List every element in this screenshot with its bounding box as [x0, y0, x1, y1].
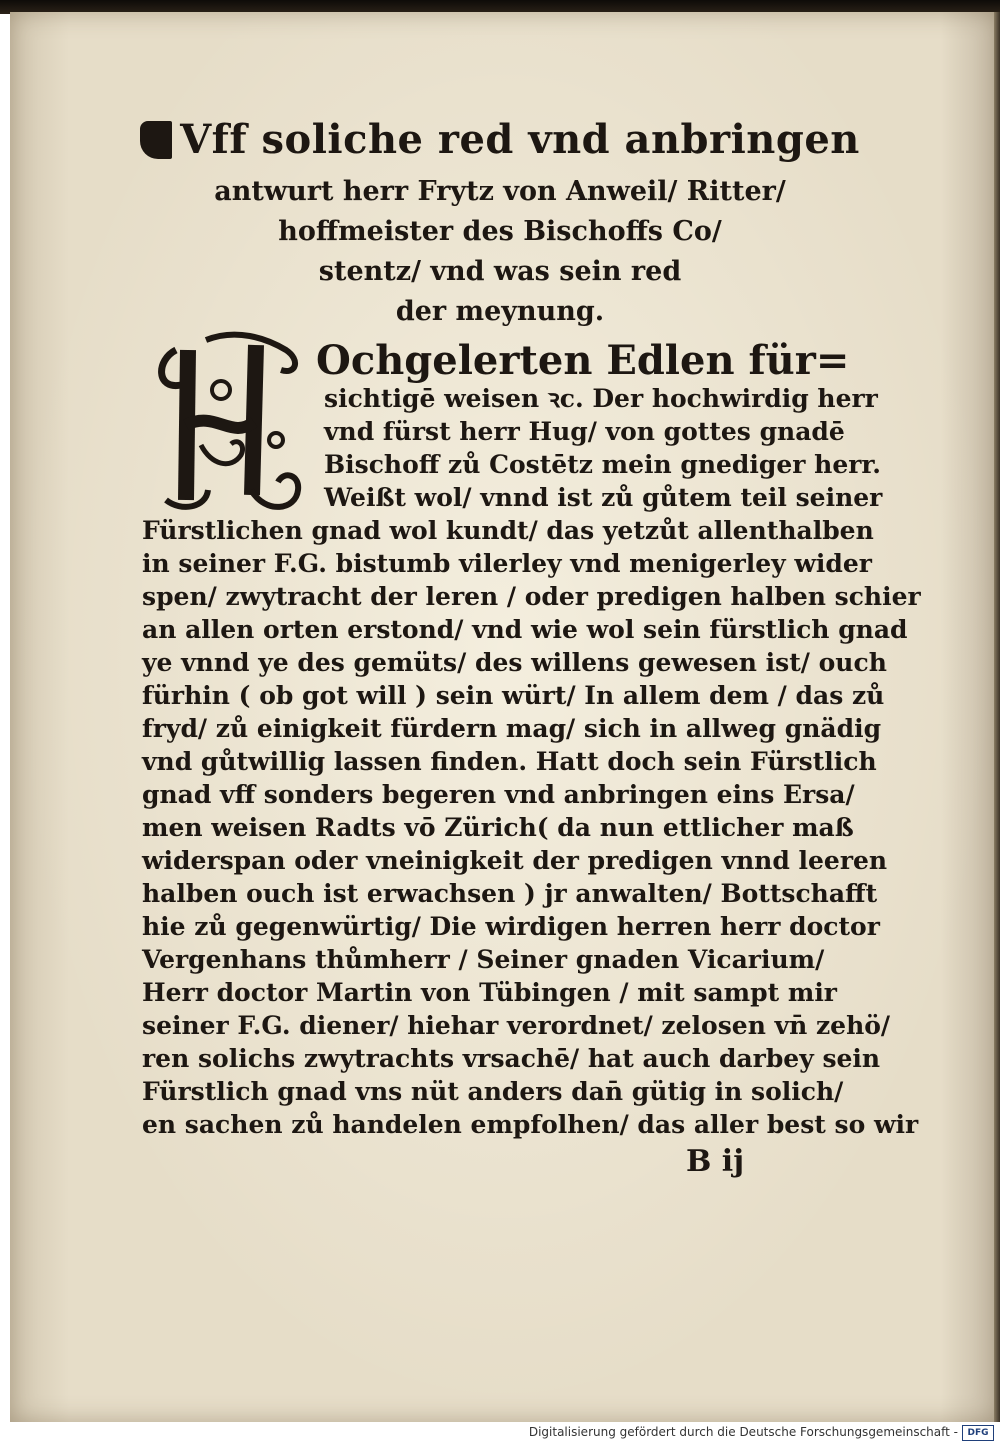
text-line: men weisen Radts vō Zürich( da nun ettlicher maß	[142, 813, 854, 842]
text-line: gnad vff sonders begeren vnd anbringen eins Ersa/	[142, 780, 855, 809]
section-heading	[140, 108, 860, 332]
text-line: hie zů gegenwürtig/ Die wirdigen herren herr doctor	[142, 912, 880, 941]
text-line: an allen orten erstond/ vnd wie wol sein fürstlich gnad	[142, 615, 908, 644]
heading-line: der meynung.	[395, 296, 605, 327]
text-line: en sachen zů handelen empfolhen/ das aller best so wir	[142, 1110, 919, 1139]
pilcrow-icon	[140, 121, 172, 159]
text-line: Vergenhans thůmherr / Seiner gnaden Vicarium/	[142, 945, 825, 974]
text-line: spen/ zwytracht der leren / oder predigen halben schier	[142, 582, 921, 611]
text-line: vnd gůtwillig lassen finden. Hatt doch sein Fürstlich	[142, 747, 877, 776]
indented-lines	[324, 382, 883, 514]
signature-mark: B ij	[686, 1144, 745, 1179]
heading-line: antwurt herr Frytz von Anweil/ Ritter/	[214, 176, 786, 207]
heading-line: stentz/ vnd was sein red	[318, 256, 682, 287]
text-line: ye vnnd ye des gemüts/ des willens gewesen ist/ ouch	[142, 648, 887, 677]
text-line: Bischoff zů Costētz mein gnediger herr.	[324, 450, 881, 479]
scan-right-edge	[994, 12, 1000, 1422]
text-line: seiner F.G. diener/ hiehar verordnet/ zelosen vn̄ zehö/	[142, 1011, 891, 1040]
heading-line: hoffmeister des Bischoffs Co/	[278, 216, 722, 247]
funding-credit: Digitalisierung gefördert durch die Deutsche Forschungsgemeinschaft -	[528, 1425, 958, 1439]
digitization-footer	[0, 1422, 1000, 1443]
text-line: Fürstlich gnad vns nüt anders dan̄ gütig in solich/	[142, 1077, 844, 1106]
decorated-initial-svg	[146, 330, 306, 520]
text-line: Weißt wol/ vnnd ist zů gůtem teil seiner	[324, 483, 883, 512]
heading-line-text: Vff soliche red vnd anbringen	[180, 116, 860, 163]
dfg-logo-icon: DFG	[962, 1425, 994, 1441]
text-line: fryd/ zů einigkeit fürdern mag/ sich in allweg gnädig	[142, 714, 882, 743]
text-line: Fürstlichen gnad wol kundt/ das yetzůt allenthalben	[142, 516, 874, 545]
heading-line	[140, 108, 860, 172]
text-line: vnd fürst herr Hug/ von gottes gnadē	[324, 417, 845, 446]
book-page	[10, 12, 1000, 1422]
page-text	[10, 12, 1000, 1422]
text-line: fürhin ( ob got will ) sein würt/ In allem dem / das zů	[142, 681, 885, 710]
text-line: ren solichs zwytrachts vrsachē/ hat auch darbey sein	[142, 1044, 881, 1073]
body-paragraph	[142, 514, 921, 1141]
text-line: widerspan oder vneinigkeit der predigen vnnd leeren	[142, 846, 888, 875]
text-line: sichtigē weisen ꝛc. Der hochwirdig herr	[324, 384, 878, 413]
decorated-initial-h-icon	[146, 330, 306, 520]
text-line: in seiner F.G. bistumb vilerley vnd menigerley wider	[142, 549, 872, 578]
opening-line: Ochgelerten Edlen für=	[316, 337, 850, 384]
text-line: halben ouch ist erwachsen ) jr anwalten/ Bottschafft	[142, 879, 878, 908]
text-line: Herr doctor Martin von Tübingen / mit sampt mir	[142, 978, 837, 1007]
